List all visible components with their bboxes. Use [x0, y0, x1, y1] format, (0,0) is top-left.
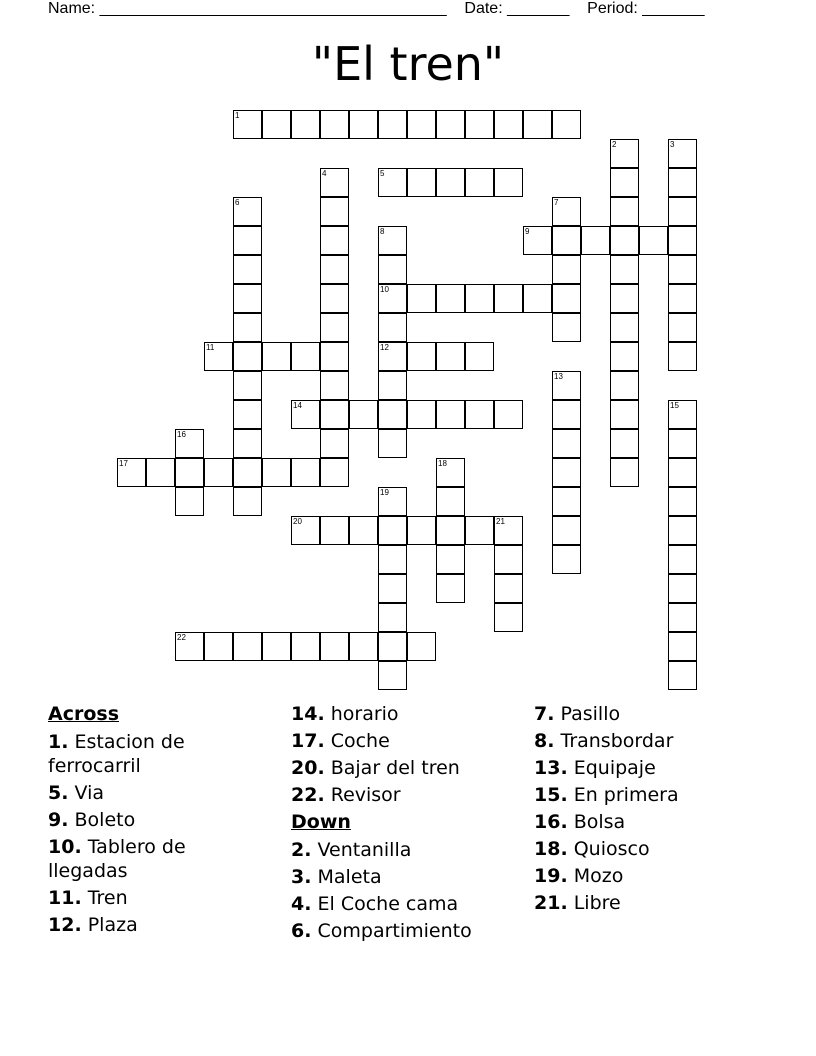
grid-cell[interactable]	[349, 110, 378, 139]
grid-cell[interactable]	[407, 110, 436, 139]
grid-cell[interactable]	[320, 400, 349, 429]
grid-cell[interactable]	[668, 487, 697, 516]
grid-cell[interactable]	[668, 284, 697, 313]
grid-cell[interactable]	[204, 632, 233, 661]
clue-item-text: Pasillo	[560, 703, 621, 725]
clue-item	[291, 783, 521, 807]
grid-cell[interactable]	[494, 545, 523, 574]
grid-cell[interactable]	[668, 574, 697, 603]
grid-cell[interactable]	[378, 226, 407, 255]
grid-cell[interactable]	[378, 574, 407, 603]
clue-item	[48, 886, 258, 910]
grid-cell[interactable]	[407, 284, 436, 313]
grid-cell[interactable]	[175, 458, 204, 487]
clue-number: 22	[177, 633, 186, 642]
grid-cell[interactable]	[494, 110, 523, 139]
grid-cell[interactable]	[378, 632, 407, 661]
clue-item-text: Boleto	[74, 809, 136, 831]
grid-cell[interactable]	[175, 487, 204, 516]
clue-item-number: 16.	[534, 811, 568, 833]
clue-item	[291, 892, 521, 916]
grid-cell[interactable]	[552, 197, 581, 226]
grid-cell[interactable]	[668, 197, 697, 226]
grid-cell[interactable]	[291, 110, 320, 139]
grid-cell[interactable]	[436, 458, 465, 487]
grid-cell[interactable]	[610, 313, 639, 342]
grid-cell[interactable]	[552, 313, 581, 342]
clue-item-text: Plaza	[87, 914, 138, 936]
clue-item-text: Ventanilla	[317, 839, 412, 861]
across-heading: Across	[48, 703, 120, 725]
clue-item	[48, 808, 258, 832]
grid-cell[interactable]	[465, 400, 494, 429]
grid-cell[interactable]	[552, 284, 581, 313]
clue-item	[48, 781, 258, 805]
clue-item-number: 12.	[48, 914, 82, 936]
clue-item-number: 18.	[534, 838, 568, 860]
grid-cell[interactable]	[436, 284, 465, 313]
clue-number: 16	[177, 430, 186, 439]
grid-cell[interactable]	[233, 400, 262, 429]
clue-item-text: Bolsa	[573, 811, 626, 833]
clue-item-number: 7.	[534, 703, 555, 725]
clue-item-text: Tren	[87, 887, 128, 909]
clue-item-text: Maleta	[317, 866, 382, 888]
grid-cell[interactable]	[233, 255, 262, 284]
clue-item-text: Coche	[330, 730, 390, 752]
clues-column-2	[291, 702, 521, 946]
clue-number: 20	[293, 517, 302, 526]
grid-cell[interactable]	[436, 110, 465, 139]
grid-cell[interactable]	[436, 487, 465, 516]
clue-item	[534, 702, 764, 726]
clue-number: 11	[206, 343, 215, 352]
clue-item-number: 1.	[48, 731, 69, 753]
grid-cell[interactable]	[494, 574, 523, 603]
grid-cell[interactable]	[378, 284, 407, 313]
grid-cell[interactable]	[320, 255, 349, 284]
grid-cell[interactable]	[320, 429, 349, 458]
clue-item-number: 6.	[291, 920, 312, 942]
clue-item	[534, 783, 764, 807]
grid-cell[interactable]	[175, 632, 204, 661]
grid-cell[interactable]	[378, 168, 407, 197]
clue-item-number: 20.	[291, 757, 325, 779]
grid-cell[interactable]	[378, 487, 407, 516]
clue-number: 2	[612, 140, 617, 149]
clue-item-text: Quiosco	[573, 838, 650, 860]
clue-item-number: 19.	[534, 865, 568, 887]
grid-cell[interactable]	[610, 429, 639, 458]
grid-cell[interactable]	[233, 226, 262, 255]
clue-number: 21	[496, 517, 505, 526]
grid-cell[interactable]	[552, 371, 581, 400]
grid-cell[interactable]	[668, 545, 697, 574]
grid-cell[interactable]	[320, 632, 349, 661]
grid-cell[interactable]	[233, 197, 262, 226]
grid-cell[interactable]	[494, 516, 523, 545]
grid-cell[interactable]	[378, 342, 407, 371]
clue-item	[534, 810, 764, 834]
grid-cell[interactable]	[465, 284, 494, 313]
clue-item-text: En primera	[573, 784, 679, 806]
grid-cell[interactable]	[668, 342, 697, 371]
clue-item-text: Compartimiento	[317, 920, 472, 942]
grid-cell[interactable]	[291, 458, 320, 487]
grid-cell[interactable]	[407, 168, 436, 197]
grid-cell[interactable]	[610, 284, 639, 313]
grid-cell[interactable]	[262, 458, 291, 487]
clue-item	[291, 838, 521, 862]
grid-cell[interactable]	[204, 342, 233, 371]
grid-cell[interactable]	[378, 313, 407, 342]
grid-cell[interactable]	[291, 632, 320, 661]
grid-cell[interactable]	[233, 371, 262, 400]
grid-cell[interactable]	[465, 168, 494, 197]
clue-item	[534, 891, 764, 915]
grid-cell[interactable]	[117, 458, 146, 487]
grid-cell[interactable]	[436, 516, 465, 545]
grid-cell[interactable]	[320, 168, 349, 197]
clue-item	[291, 729, 521, 753]
grid-cell[interactable]	[320, 516, 349, 545]
grid-cell[interactable]	[494, 284, 523, 313]
grid-cell[interactable]	[494, 603, 523, 632]
clue-number: 8	[380, 227, 385, 236]
clue-item-number: 10.	[48, 836, 82, 858]
grid-cell[interactable]	[262, 632, 291, 661]
grid-cell[interactable]	[494, 168, 523, 197]
grid-cell[interactable]	[668, 313, 697, 342]
clue-item-number: 8.	[534, 730, 555, 752]
grid-cell[interactable]	[494, 400, 523, 429]
grid-cell[interactable]	[552, 545, 581, 574]
grid-cell[interactable]	[639, 226, 668, 255]
grid-cell[interactable]	[436, 574, 465, 603]
clue-item-number: 14.	[291, 703, 325, 725]
grid-cell[interactable]	[378, 545, 407, 574]
clue-item-text: Libre	[573, 892, 621, 914]
grid-cell[interactable]	[291, 516, 320, 545]
grid-cell[interactable]	[262, 342, 291, 371]
grid-cell[interactable]	[320, 110, 349, 139]
clue-item-number: 11.	[48, 887, 82, 909]
grid-cell[interactable]	[581, 226, 610, 255]
grid-cell[interactable]	[668, 516, 697, 545]
down-heading: Down	[291, 811, 351, 833]
clue-item-number: 2.	[291, 839, 312, 861]
grid-cell[interactable]	[465, 110, 494, 139]
clue-item-number: 13.	[534, 757, 568, 779]
clue-item-number: 21.	[534, 892, 568, 914]
grid-cell[interactable]	[552, 458, 581, 487]
clue-item-number: 4.	[291, 893, 312, 915]
grid-cell[interactable]	[552, 226, 581, 255]
grid-cell[interactable]	[668, 458, 697, 487]
grid-cell[interactable]	[668, 400, 697, 429]
grid-cell[interactable]	[233, 284, 262, 313]
grid-cell[interactable]	[204, 458, 233, 487]
grid-cell[interactable]	[378, 110, 407, 139]
clue-number: 6	[235, 198, 240, 207]
grid-cell[interactable]	[436, 168, 465, 197]
grid-cell[interactable]	[320, 458, 349, 487]
grid-cell[interactable]	[320, 226, 349, 255]
clue-number: 1	[235, 111, 240, 120]
grid-cell[interactable]	[233, 632, 262, 661]
grid-cell[interactable]	[610, 139, 639, 168]
grid-cell[interactable]	[552, 400, 581, 429]
grid-cell[interactable]	[610, 168, 639, 197]
clue-number: 5	[380, 169, 385, 178]
clue-item	[534, 756, 764, 780]
clues-column-3	[534, 702, 764, 918]
grid-cell[interactable]	[668, 139, 697, 168]
grid-cell[interactable]	[146, 458, 175, 487]
grid-cell[interactable]	[668, 429, 697, 458]
clue-item-number: 17.	[291, 730, 325, 752]
clue-item-number: 5.	[48, 782, 69, 804]
grid-cell[interactable]	[378, 255, 407, 284]
grid-cell[interactable]	[320, 197, 349, 226]
clue-item	[291, 756, 521, 780]
grid-cell[interactable]	[552, 110, 581, 139]
grid-cell[interactable]	[610, 255, 639, 284]
grid-cell[interactable]	[610, 400, 639, 429]
clue-item-text: Bajar del tren	[330, 757, 460, 779]
grid-cell[interactable]	[320, 342, 349, 371]
grid-cell[interactable]	[610, 371, 639, 400]
grid-cell[interactable]	[175, 429, 204, 458]
clue-number: 7	[554, 198, 559, 207]
clue-item	[48, 835, 258, 883]
grid-cell[interactable]	[233, 458, 262, 487]
clue-item-text: Transbordar	[560, 730, 674, 752]
grid-cell[interactable]	[233, 429, 262, 458]
grid-cell[interactable]	[436, 342, 465, 371]
grid-cell[interactable]	[465, 516, 494, 545]
clue-number: 9	[525, 227, 530, 236]
grid-cell[interactable]	[610, 197, 639, 226]
page-title: "El tren"	[311, 37, 505, 91]
clue-item	[534, 864, 764, 888]
grid-cell[interactable]	[436, 545, 465, 574]
grid-cell[interactable]	[378, 516, 407, 545]
grid-cell[interactable]	[233, 110, 262, 139]
clue-item	[534, 837, 764, 861]
clue-number: 14	[293, 401, 302, 410]
clue-item-number: 3.	[291, 866, 312, 888]
grid-cell[interactable]	[610, 342, 639, 371]
grid-cell[interactable]	[668, 632, 697, 661]
clue-item-text: Equipaje	[573, 757, 656, 779]
grid-cell[interactable]	[668, 603, 697, 632]
clue-number: 3	[670, 140, 675, 149]
grid-cell[interactable]	[407, 632, 436, 661]
grid-cell[interactable]	[378, 661, 407, 690]
clue-number: 15	[670, 401, 679, 410]
clue-item-text: Via	[74, 782, 105, 804]
clue-item-number: 15.	[534, 784, 568, 806]
clue-number: 10	[380, 285, 389, 294]
grid-cell[interactable]	[233, 342, 262, 371]
grid-cell[interactable]	[552, 429, 581, 458]
grid-cell[interactable]	[523, 226, 552, 255]
grid-cell[interactable]	[349, 400, 378, 429]
grid-cell[interactable]	[465, 342, 494, 371]
clue-item	[48, 730, 258, 778]
grid-cell[interactable]	[378, 603, 407, 632]
clue-item	[291, 865, 521, 889]
clue-number: 17	[119, 459, 128, 468]
grid-cell[interactable]	[523, 110, 552, 139]
grid-cell[interactable]	[320, 284, 349, 313]
grid-cell[interactable]	[610, 226, 639, 255]
clue-item-text: horario	[330, 703, 399, 725]
clues-column-1	[48, 702, 258, 940]
clue-item	[291, 702, 521, 726]
grid-cell[interactable]	[523, 284, 552, 313]
clue-number: 4	[322, 169, 327, 178]
grid-cell[interactable]	[668, 661, 697, 690]
grid-cell[interactable]	[552, 487, 581, 516]
grid-cell[interactable]	[552, 255, 581, 284]
clue-number: 18	[438, 459, 447, 468]
grid-cell[interactable]	[262, 110, 291, 139]
clue-number: 13	[554, 372, 563, 381]
grid-cell[interactable]	[349, 632, 378, 661]
clue-item-text: Tablero de llegadas	[48, 836, 186, 882]
grid-cell[interactable]	[407, 342, 436, 371]
grid-cell[interactable]	[320, 371, 349, 400]
clue-item	[534, 729, 764, 753]
header-fields: Name: _______________________________________ Date: _______ Period: _______	[48, 0, 705, 17]
clue-item-text: Revisor	[330, 784, 401, 806]
clue-item-text: El Coche cama	[317, 893, 459, 915]
grid-cell[interactable]	[407, 400, 436, 429]
grid-cell[interactable]	[552, 516, 581, 545]
clue-number: 12	[380, 343, 389, 352]
clue-item-number: 22.	[291, 784, 325, 806]
grid-cell[interactable]	[349, 516, 378, 545]
grid-cell[interactable]	[320, 313, 349, 342]
grid-cell[interactable]	[291, 400, 320, 429]
grid-cell[interactable]	[668, 255, 697, 284]
clue-number: 19	[380, 488, 389, 497]
grid-cell[interactable]	[233, 313, 262, 342]
clue-item	[48, 913, 258, 937]
grid-cell[interactable]	[668, 226, 697, 255]
grid-cell[interactable]	[436, 400, 465, 429]
grid-cell[interactable]	[407, 516, 436, 545]
grid-cell[interactable]	[233, 487, 262, 516]
grid-cell[interactable]	[291, 342, 320, 371]
grid-cell[interactable]	[668, 168, 697, 197]
clue-item-text: Estacion de ferrocarril	[48, 731, 185, 777]
clue-item-number: 9.	[48, 809, 69, 831]
clue-item-text: Mozo	[573, 865, 624, 887]
grid-cell[interactable]	[378, 371, 407, 400]
grid-cell[interactable]	[610, 458, 639, 487]
clue-item	[291, 919, 521, 943]
grid-cell[interactable]	[378, 429, 407, 458]
grid-cell[interactable]	[378, 400, 407, 429]
